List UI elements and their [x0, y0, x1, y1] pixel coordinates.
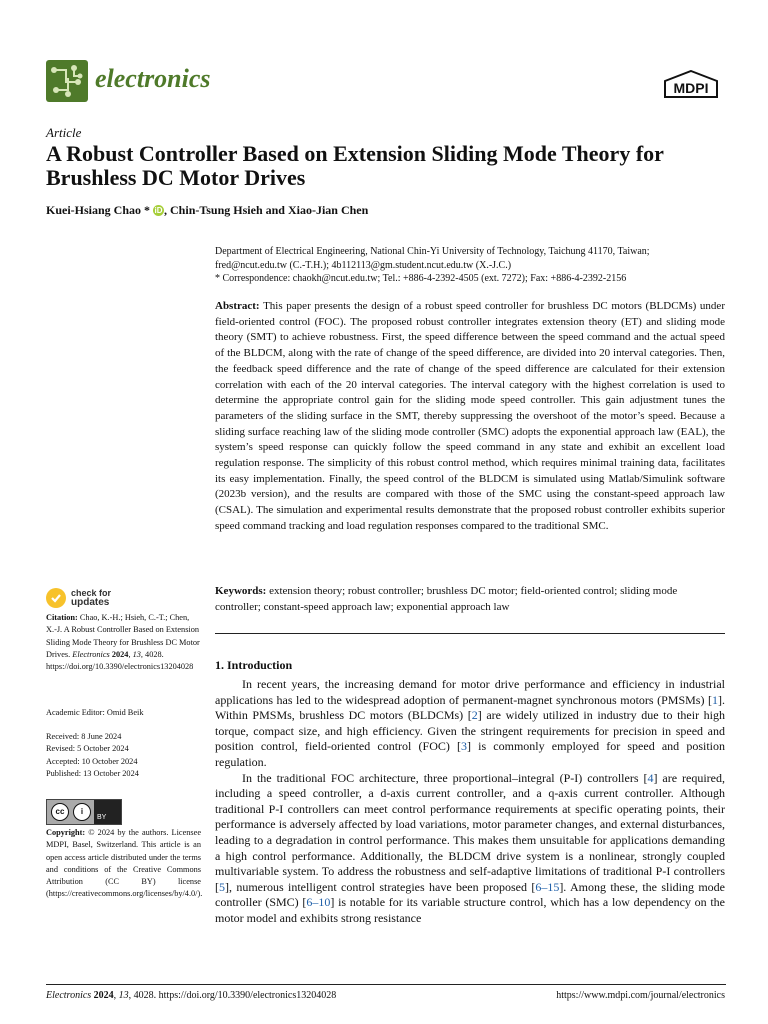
accepted-date: Accepted: 10 October 2024: [46, 756, 138, 766]
citation-link[interactable]: 3: [461, 739, 468, 754]
affiliation-emails: fred@ncut.edu.tw (C.-T.H.); 4b112113@gm.student.ncut.edu.tw (X.-J.C.): [215, 259, 512, 271]
check-updates-icon: [46, 588, 66, 608]
citation-link[interactable]: 6–15: [535, 879, 560, 894]
citation-link[interactable]: 5: [219, 879, 225, 894]
abstract-text: This paper presents the design of a robust speed controller for brushless DC motors (BLDCMs) under field-oriented control (FOC). The proposed robust controller integrates extension theory (ET) and sliding mode theory (SMT) to achieve robustness. First, the speed difference between the speed command and the actual speed of the BLDCM, along with the rate of change of the speed difference, are divided into 20 interval categories. Then, the feedback speed difference and the rate of change of the speed difference are calculated for their extension correlation with each of the 20 interval categories. The interval category with the highest correlation is used to determine the appropriate control gain for the sliding mode speed controller. This gain adjustment tunes the parameters of the sliding surface in the SMT, thereby suppressing the overshoot of the motor’s speed. Because a sliding surface reaching law of the sliding mode controller (SMC) adopts the exponential approach law (EAL), the system’s speed response can quickly follow the speed command in any state and exhibit an excellent load regulation response. The simplicity of this robust control method, which requires minimal training data, facilitates its easy implementation. Finally, the speed control of the BLDCM is simulated using Matlab/Simulink software (2023b version), and the results are compared with those of the SMC using the constant-speed approach law (CSAL). The simulation and experimental results demonstrate that the proposed robust controller exhibits superior speed command tracking and load regulation responses compared to the traditional SMC.: [215, 300, 725, 532]
correspondence: * Correspondence: chaokh@ncut.edu.tw; Tel.: +886-4-2392-4505 (ext. 7272); Fax: +886-4-2392-2156: [215, 273, 627, 284]
keywords-label: Keywords:: [215, 585, 267, 597]
footer-rule: [46, 984, 726, 985]
check-for-updates-button[interactable]: [46, 588, 176, 610]
citation: Citation: Chao, K.-H.; Hsieh, C.-T.; Chen, X.-J. A Robust Controller Based on Extension Sliding Mode Theory for Brushless DC Motor Drives. Electronics 2024, 13, 4028. https://doi.org/10.3390/electronics13204028: [46, 613, 200, 672]
keywords-text: extension theory; robust controller; brushless DC motor; field-oriented control; sliding mode controller; constant-speed approach law; exponential approach law: [215, 585, 678, 613]
affiliation: [215, 245, 725, 286]
author-list: [46, 203, 726, 218]
article-type: Article: [46, 125, 82, 140]
intro-body: [215, 677, 725, 927]
dates: [46, 731, 201, 780]
abstract-label: Abstract:: [215, 300, 260, 312]
cc-license-badge[interactable]: cc i BY: [46, 799, 122, 825]
cc-icon: cc: [51, 803, 69, 821]
paper-title: A Robust Controller Based on Extension Sliding Mode Theory for Brushless DC Motor Drives: [46, 141, 664, 190]
revised-date: Revised: 5 October 2024: [46, 744, 129, 754]
affiliation-line: Department of Electrical Engineering, National Chin-Yi University of Technology, Taichung 41170, Taiwan;: [215, 246, 650, 257]
footer-citation: Electronics 2024, 13, 4028. https://doi.org/10.3390/electronics13204028: [46, 990, 337, 1001]
author-1[interactable]: Kuei-Hsiang Chao *: [46, 203, 151, 217]
academic-editor: Academic Editor: Omid Beik: [46, 708, 144, 717]
paragraph: In the traditional FOC architecture, three proportional–integral (P-I) controllers [4] are required, including a speed controller, a d-axis current controller, and a q-axis current controller. Although traditional P-I controllers can meet control performance requirements at specific operating points, their performance is adversely affected by load variations, motor parameter changes, and external disturbances, leading to a degradation in control performance. This makes them unsuitable for applications demanding a high control performance. Additionally, the BLDCM drive system is a nonlinear, strongly coupled multivariable system. To address the robustness and self-adaptive limitations of traditional P-I controllers [5], numerous intelligent control strategies have been proposed [6–15]. Among these, the sliding mode controller (SMC) [6–10] is notable for its variable structure control, which has a low dependency on the motor model and exhibits strong resistance: [215, 770, 726, 925]
published-date: Published: 13 October 2024: [46, 768, 139, 778]
svg-text:MDPI: MDPI: [673, 80, 709, 96]
footer-journal-url[interactable]: https://www.mdpi.com/journal/electronics: [556, 990, 725, 1001]
abstract: [215, 299, 725, 535]
orcid-icon[interactable]: iD: [154, 206, 163, 215]
journal-name: electronics: [95, 64, 211, 93]
section-heading: 1. Introduction: [215, 658, 293, 672]
author-others: , Chin-Tsung Hsieh and Xiao-Jian Chen: [164, 203, 369, 217]
check-updates-label: check for updates: [71, 588, 112, 608]
mdpi-logo: [663, 70, 719, 98]
citation-link[interactable]: 2: [471, 708, 478, 723]
received-date: Received: 8 June 2024: [46, 732, 122, 741]
copyright: Copyright: © 2024 by the authors. Licensee MDPI, Basel, Switzerland. This article is an open access article distributed under the terms and conditions of the Creative Commons Attribution (CC BY) license (https://creativecommons.org/licenses/by/4.0/).: [46, 828, 203, 899]
keywords: [215, 584, 725, 615]
citation-link[interactable]: 4: [647, 770, 654, 785]
journal-logo-icon: [46, 60, 88, 102]
by-person-icon: i: [73, 803, 91, 821]
paragraph: In recent years, the increasing demand for motor drive performance and efficiency in industrial applications has led to the widespread adoption of permanent-magnet synchronous motors (PMSMs) [1]. Within PMSMs, brushless DC motors (BLDCMs) [2] are widely utilized in industry due to their high torque, compact size, and high efficiency. Given the stringent requirements for precision in speed and position control, field-oriented control (FOC) [3] is commonly employed for speed and position regulation.: [215, 677, 725, 769]
citation-link[interactable]: 6–10: [306, 895, 331, 910]
divider: [215, 633, 725, 634]
citation-link[interactable]: 1: [712, 692, 718, 707]
